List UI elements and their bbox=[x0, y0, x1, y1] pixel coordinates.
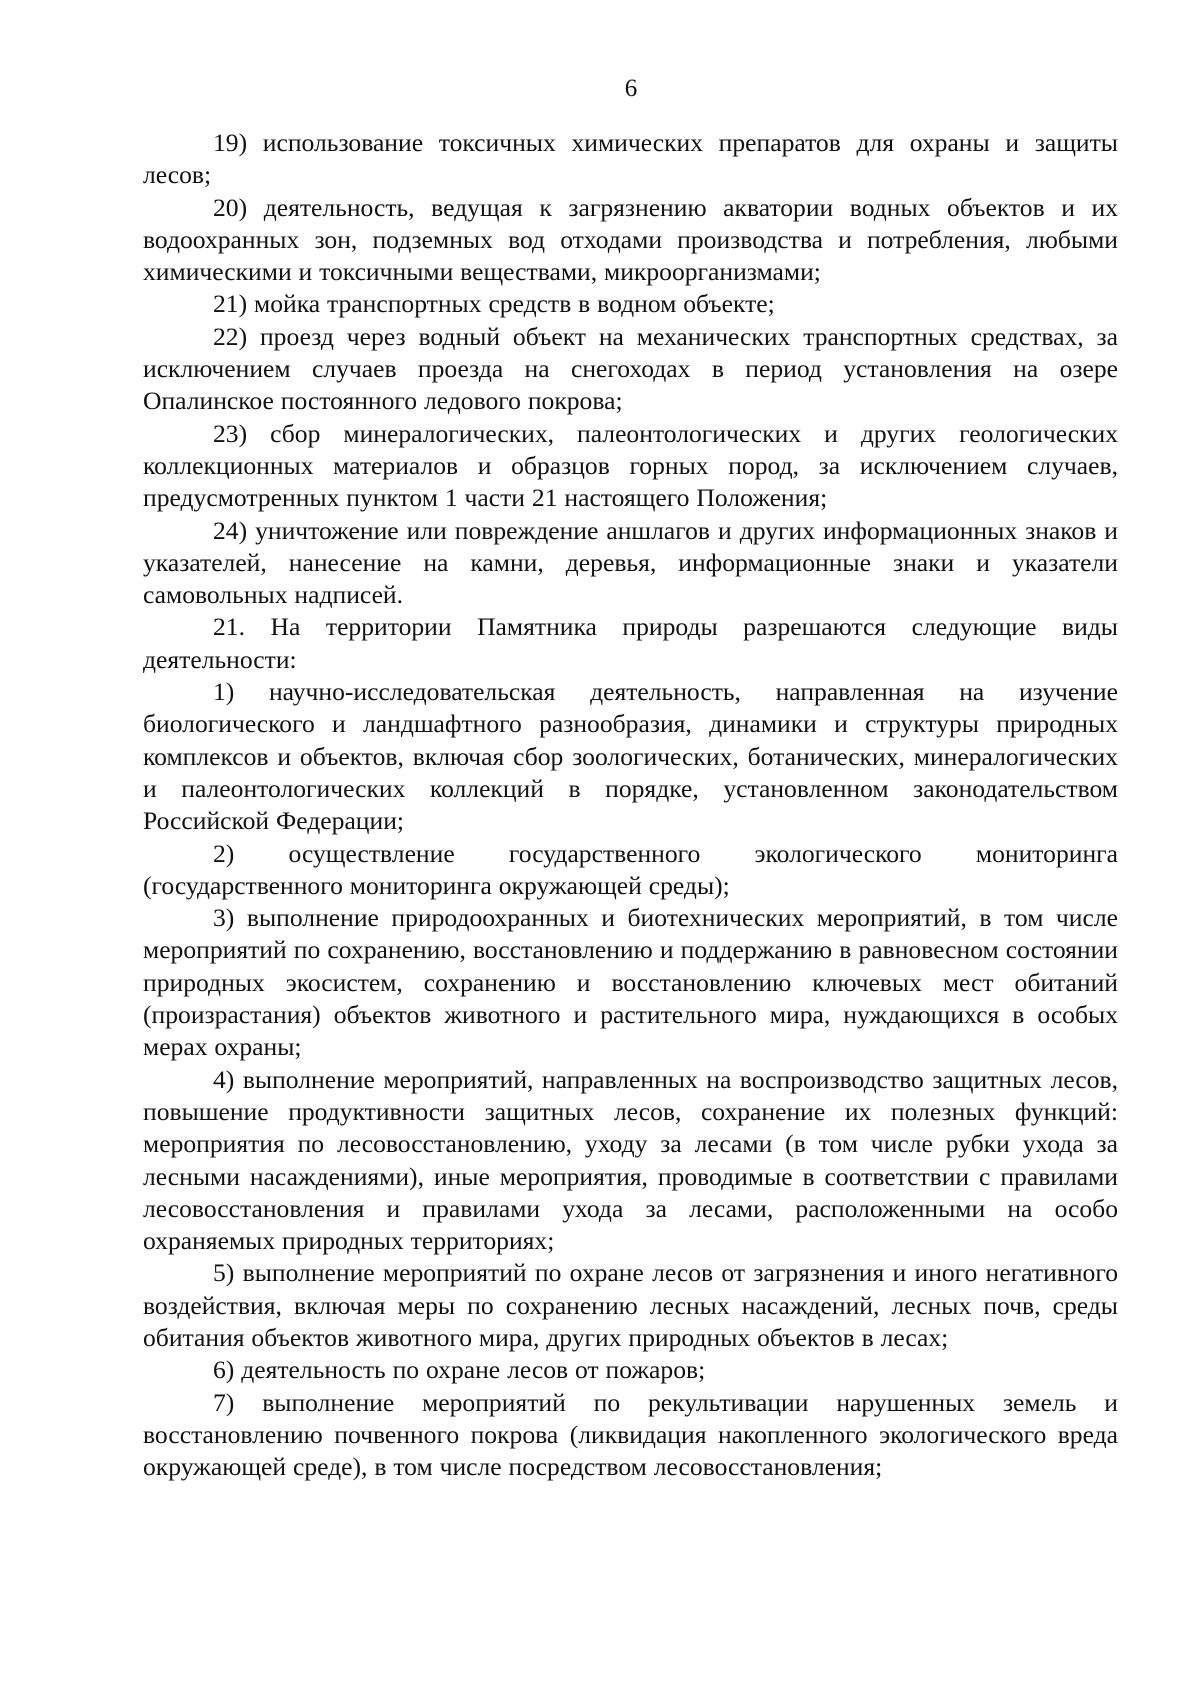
document-body bbox=[143, 127, 1118, 1483]
paragraph-item-24: 24) уничтожение или повреждение аншлагов и других информационных знаков и указателей, нанесение на камни, деревья, информационные знаки и указатели самовольных надписей. bbox=[143, 515, 1118, 610]
permitted-activity-6: 6) деятельность по охране лесов от пожаров; bbox=[213, 1355, 706, 1385]
page-number: 6 bbox=[624, 75, 638, 102]
permitted-activity-2: 2) осуществление государственного экологического мониторинга (государственного мониторинга окружающей среды); bbox=[143, 838, 1118, 900]
paragraph-item-23: 23) сбор минералогических, палеонтологических и других геологических коллекционных материалов и образцов горных пород, за исключением случаев, предусмотренных пунктом 1 части 21 настоящего Положения; bbox=[143, 418, 1118, 513]
permitted-activity-7: 7) выполнение мероприятий по рекультивации нарушенных земель и восстановлению почвенного покрова (ликвидация накопленного экологического вреда окружающей среде), в том числе посредством лесовосстановления; bbox=[143, 1387, 1118, 1482]
paragraph-item-20: 20) деятельность, ведущая к загрязнению акватории водных объектов и их водоохранных зон, подземных вод отходами производства и потребления, любыми химическими и токсичными веществами, микроорганизмами; bbox=[143, 192, 1118, 287]
permitted-activity-5: 5) выполнение мероприятий по охране лесов от загрязнения и иного негативного воздействия, включая меры по сохранению лесных насаждений, лесных почв, среды обитания объектов животного мира, других природных объектов в лесах; bbox=[143, 1258, 1118, 1352]
permitted-activity-3: 3) выполнение природоохранных и биотехнических мероприятий, в том числе мероприятий по сохранению, восстановлению и поддержанию в равновесном состоянии природных экосистем, сохранению и восстановлению ключевых мест обитаний (произрастания) объектов животного и растительного мира, нуждающихся в особых мерах охраны; bbox=[143, 903, 1118, 1062]
permitted-activity-1: 1) научно-исследовательская деятельность, направленная на изучение биологического и ландшафтного разнообразия, динамики и структуры природных комплексов и объектов, включая сбор зоологических, ботанических, минералогических и палеонтологических коллекций в порядке, установленном законодательством Российской Федерации; bbox=[143, 677, 1118, 836]
paragraph-item-21: 21) мойка транспортных средств в водном объекте; bbox=[213, 289, 775, 319]
section-21-heading-paragraph: 21. На территории Памятника природы разрешаются следующие виды деятельности: bbox=[143, 612, 1118, 674]
permitted-activity-4: 4) выполнение мероприятий, направленных на воспроизводство защитных лесов, повышение продуктивности защитных лесов, сохранение их полезных функций: мероприятия по лесовосстановлению, уходу за лесами (в том числе рубки ухода за лесными насаждениями), иные мероприятия, проводимые в соответствии с правилами лесовосстановления и правилами ухода за лесами, расположенными на особо охраняемых природных территориях; bbox=[143, 1064, 1118, 1256]
paragraph-item-22: 22) проезд через водный объект на механических транспортных средствах, за исключением случаев проезда на снегоходах в период установления на озере Опалинское постоянного ледового покрова; bbox=[143, 321, 1118, 416]
paragraph-item-19: 19) использование токсичных химических препаратов для охраны и защиты лесов; bbox=[143, 128, 1118, 190]
